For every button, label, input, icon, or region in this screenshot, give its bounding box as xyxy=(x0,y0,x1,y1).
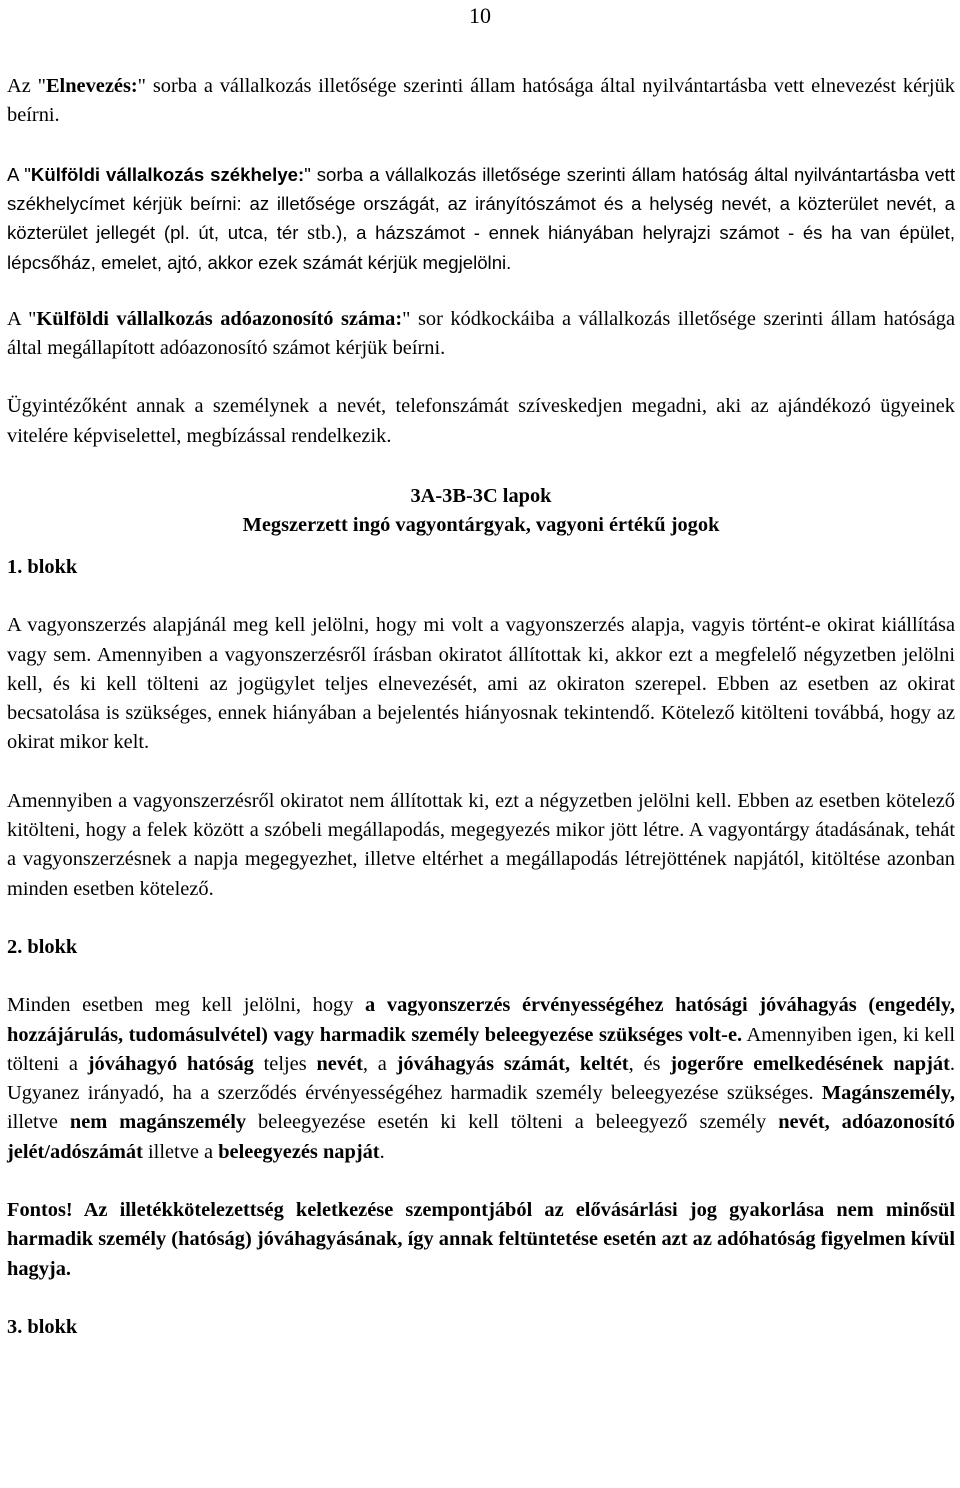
block2-heading: 2. blokk xyxy=(7,935,78,958)
block1-heading: 1. blokk xyxy=(7,555,78,578)
block1-paragraph-2: Amennyiben a vagyonszerzésről okiratot nem állítottak ki, ezt a négyzetben jelölni kell. Ebben az esetben kötelező kitölteni, hogy a felek között a szóbeli megállapodás, megegyezés mikor jött létre. A vagyontárgy átadásának, tehát a vagyonszerzésnek a napja megegyezhet, illetve eltérhet a megállapodás létrejöttének napjától, kitöltése azonban minden esetben kötelező. xyxy=(7,789,955,900)
page-number: 10 xyxy=(469,3,491,28)
paragraph-elnevezes: Az "Elnevezés:" sorba a vállalkozás illetősége szerinti állam hatósága által nyilvántartásba vett elnevezést kérjük beírni. xyxy=(7,75,955,127)
block3-heading: 3. blokk xyxy=(7,1315,78,1338)
block2-note xyxy=(7,1196,955,1284)
block1-paragraph-1: A vagyonszerzés alapjánál meg kell jelölni, hogy mi volt a vagyonszerzés alapja, vagyis történt-e okirat kiállítása vagy sem. Amennyiben a vagyonszerzésről írásban okiratot állítottak ki, akkor ezt a megfelelő négyzetben jelölni kell, és ki kell tölteni az jogügylet teljes elnevezését, ami az okiraton szerepel. Ebben az esetben az okirat becsatolása is szükséges, ennek hiányában a bejelentés hiányosnak tekintendő. Kötelező kitölteni továbbá, hogy az okirat mikor kelt. xyxy=(7,614,955,754)
term-szekhely: Külföldi vállalkozás székhelye: xyxy=(30,163,305,185)
block2-paragraph-1: Minden esetben meg kell jelölni, hogy a vagyonszerzés érvényességéhez hatósági jóváhagyás (engedély, hozzájárulás, tudomásulvétel) vagy harmadik személy beleegyezése szükséges volt-e. Amennyiben igen, ki kell tölteni a jóváhagyó hatóság teljes nevét, a jóváhagyás számát, keltét, és jogerőre emelkedésének napját. Ugyanez irányadó, ha a szerződés érvényességéhez harmadik személy beleegyezése szükséges. Magánszemély, illetve nem magánszemély beleegyezése esetén ki kell tölteni a beleegyező személy nevét, adóazonosító jelét/adószámát illetve a beleegyezés napját. xyxy=(7,994,956,1163)
term-elnevezes: Elnevezés: xyxy=(45,75,138,97)
paragraph-ugyintezo: Ügyintézőként annak a személynek a nevét, telefonszámát szíveskedjen megadni, aki az ajándékozó ügyeinek vitelére képviselettel, megbízással rendelkezik. xyxy=(7,395,955,447)
paragraph-szekhely: A "Külföldi vállalkozás székhelye:" sorba a vállalkozás illetősége szerinti állam hatóság által nyilvántartásba vett székhelycímet kérjük beírni: az illetősége országát, az irányítószámot és a helység nevét, a közterület nevét, a közterület jellegét (pl. út, utca, tér stb.), a házszámot - ennek hiányában helyrajzi számot - és ha van épület, lépcsőház, emelet, ajtó, akkor ezek számát kérjük megjelölni. xyxy=(7,163,955,274)
section-heading xyxy=(7,482,955,540)
page-content xyxy=(7,72,955,1342)
term-adoazonosito: Külföldi vállalkozás adóazonosító száma: xyxy=(36,307,403,330)
note-text: Az illetékkötelezettség keletkezése szempontjából az elővásárlási jog gyakorlása nem minősül harmadik személy (hatóság) jóváhagyásának, így annak feltüntetése esetén azt az adóhatóság figyelmen kívül hagyja. xyxy=(7,1199,955,1280)
section-subtitle: Megszerzett ingó vagyontárgyak, vagyoni értékű jogok xyxy=(242,513,720,536)
paragraph-adoazonosito: A "Külföldi vállalkozás adóazonosító száma:" sor kódkockáiba a vállalkozás illetősége szerinti állam hatósága által megállapított adóazonosító számot kérjük beírni. xyxy=(7,307,955,360)
note-label: Fontos! xyxy=(7,1199,73,1222)
section-title: 3A-3B-3C lapok xyxy=(410,484,552,507)
